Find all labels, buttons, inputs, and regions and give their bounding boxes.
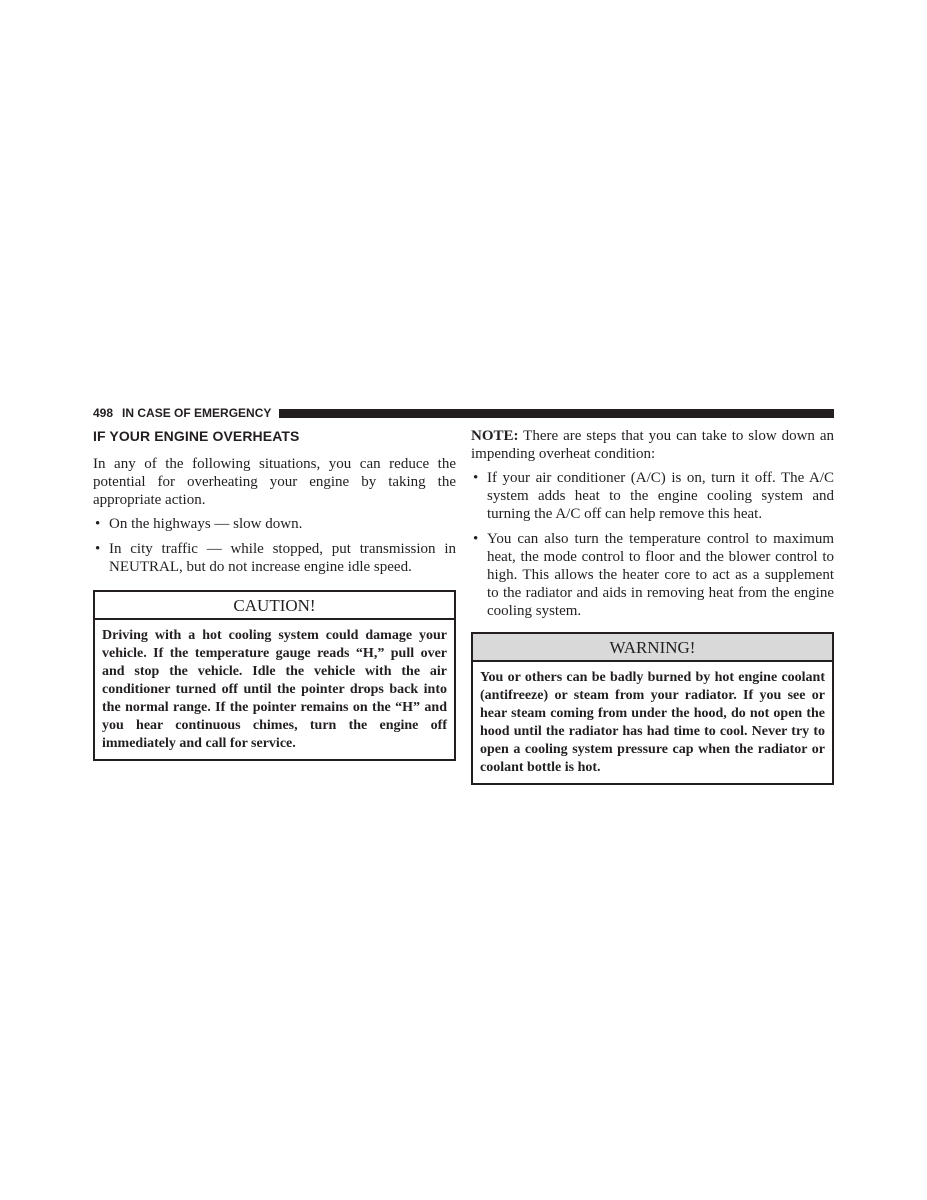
page-number: 498 [93, 406, 114, 420]
warning-title: WARNING! [473, 634, 832, 662]
list-item: • In city traffic — while stopped, put transmission in NEUTRAL, but do not increase engine idle speed. [93, 540, 456, 576]
list-item: • You can also turn the temperature control to maximum heat, the mode control to floor and the blower control to high. This allows the heater core to act as a supplement to the radiator and aids in removing heat from the engine cooling system. [471, 530, 834, 620]
note-paragraph [471, 427, 834, 463]
steps-list [471, 469, 834, 620]
warning-box [471, 632, 834, 785]
caution-title: CAUTION! [95, 592, 454, 620]
list-item: • On the highways — slow down. [93, 515, 456, 533]
left-column [93, 427, 456, 761]
section-title: IN CASE OF EMERGENCY [122, 406, 272, 420]
header-rule [279, 409, 834, 418]
right-column [471, 427, 834, 785]
situation-list [93, 515, 456, 576]
note-label: NOTE: [471, 428, 519, 444]
warning-body: You or others can be badly burned by hot engine coolant (antifreeze) or steam from your radiator. If you see or hear steam coming from under the hood, do not open the hood until the radiator has had time to cool. Never try to open a cooling system pressure cap when the radiator or coolant bottle is hot. [480, 670, 825, 775]
list-item: • If your air conditioner (A/C) is on, turn it off. The A/C system adds heat to the engine cooling system and turning the A/C off can help remove this heat. [471, 469, 834, 523]
caution-body: Driving with a hot cooling system could damage your vehicle. If the temperature gauge reads “H,” pull over and stop the vehicle. Idle the vehicle with the air conditioner turned off until the pointer drops back into the normal range. If the pointer remains on the “H” and you hear continuous chimes, turn the engine off immediately and call for service. [102, 628, 447, 751]
page-header [93, 405, 834, 421]
section-heading: IF YOUR ENGINE OVERHEATS [93, 428, 300, 444]
intro-paragraph: In any of the following situations, you can reduce the potential for overheating your engine by taking the appropriate action. [93, 456, 456, 508]
caution-box [93, 590, 456, 761]
note-text: There are steps that you can take to slow down an impending overheat condition: [471, 428, 834, 462]
